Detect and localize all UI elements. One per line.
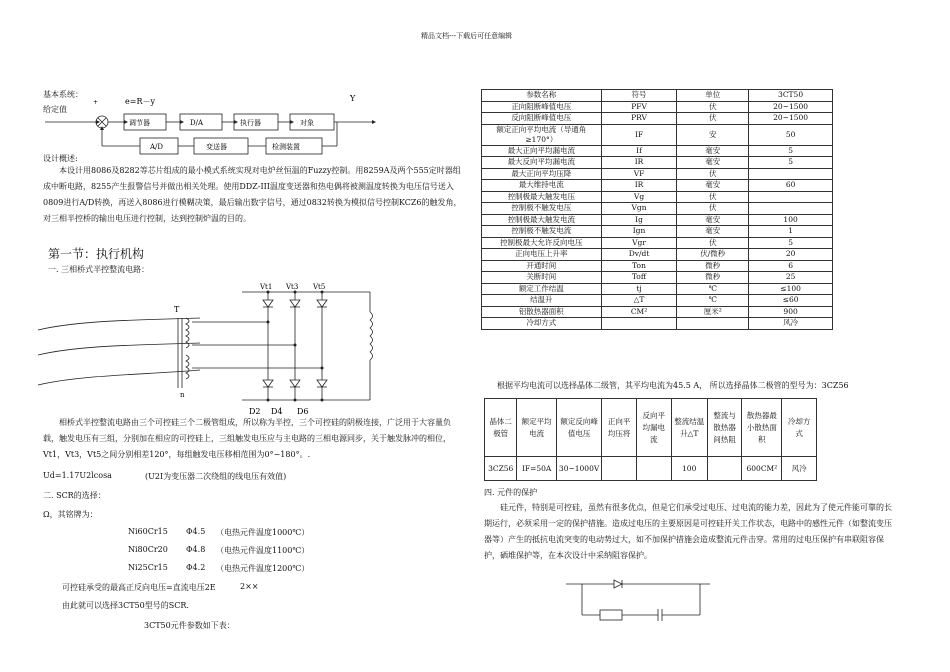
table-cell: tj bbox=[601, 283, 677, 295]
table-header-cell: 参数名称 bbox=[482, 90, 602, 102]
table-cell: 6 bbox=[749, 260, 833, 272]
table-cell: Toff bbox=[601, 272, 677, 284]
table-cell: 50 bbox=[749, 124, 833, 145]
material-name: Ni60Cr15 bbox=[128, 527, 168, 536]
subsection-2: 二. SCR的选择： bbox=[43, 491, 106, 500]
label-vt3: Vt3 bbox=[286, 283, 299, 291]
table-cell: IF bbox=[601, 124, 677, 145]
table-cell: If bbox=[601, 145, 677, 157]
ud-note: (U2I为变压器二次绕组的线电压有效值) bbox=[145, 472, 287, 481]
table-header-cell: 整流结温升△T bbox=[671, 399, 707, 457]
table-cell: 伏 bbox=[677, 237, 749, 249]
label-d2: D2 bbox=[249, 407, 261, 416]
table-header-cell: 符号 bbox=[601, 90, 677, 102]
block-ad: A/D bbox=[150, 143, 164, 151]
table-cell: 5 bbox=[749, 157, 833, 169]
table-cell: Vgr bbox=[601, 237, 677, 249]
table-caption: 3CT50元件参数如下表： bbox=[144, 621, 235, 630]
block-actuator: 执行器 bbox=[240, 119, 261, 127]
table-header-cell: 正向平均压将 bbox=[602, 399, 637, 457]
table-cell: 厘米² bbox=[677, 306, 749, 318]
table-cell: 20~1500 bbox=[749, 101, 833, 113]
material-note: （电热元件温度1200℃） bbox=[216, 564, 310, 573]
table-cell: 20~1500 bbox=[749, 113, 833, 125]
table-cell: 微秒 bbox=[677, 272, 749, 284]
material-phi: Φ4.5 bbox=[186, 527, 206, 536]
basic-system-label: 基本系统： bbox=[43, 90, 83, 99]
table-cell: 25 bbox=[749, 272, 833, 284]
table-cell: Ig bbox=[601, 214, 677, 226]
table-cell: 毫安 bbox=[677, 180, 749, 192]
table-cell: Ign bbox=[601, 226, 677, 238]
table-cell: 最大反向平均漏电流 bbox=[482, 157, 602, 169]
block-object: 对象 bbox=[300, 119, 314, 127]
table-cell: 结温升 bbox=[482, 295, 602, 307]
table-header-cell: 冷却方式 bbox=[782, 399, 817, 457]
table-cell: 100 bbox=[671, 457, 707, 481]
table-cell: Vg bbox=[601, 191, 677, 203]
table-cell: 伏 bbox=[677, 203, 749, 215]
table-cell: CM² bbox=[601, 306, 677, 318]
table-cell: 控制极最大触发电压 bbox=[482, 191, 602, 203]
table-header-cell: 晶体二极管 bbox=[485, 399, 517, 457]
table-cell: 控制极不触发电流 bbox=[482, 226, 602, 238]
table-cell: ≤100 bbox=[749, 283, 833, 295]
table-cell: Vgn bbox=[601, 203, 677, 215]
plus-sign: + bbox=[93, 99, 99, 106]
label-d4: D4 bbox=[271, 407, 283, 416]
table-cell: 铝散热器面积 bbox=[482, 306, 602, 318]
table-cell: 风冷 bbox=[782, 457, 817, 481]
table-cell: 伏 bbox=[677, 113, 749, 125]
table-header-cell: 额定平均电流 bbox=[517, 399, 557, 457]
circuit-description: 相桥式半控整流电路由三个可控硅三个二极管组成，所以称为半控，三个可控硅的阴极连接，广泛用于大容量负载，触发电压有三组，分别加在相应的可控硅上，三组触发电压应与主电路的三相电源同步，关于触发脉冲的相位，Vt1，Vt3，Vt5之间分别相差120°，每组触发电压移相范围为0°~180°。. bbox=[43, 418, 451, 459]
table-cell: 关断时间 bbox=[482, 272, 602, 284]
label-d6: D6 bbox=[297, 407, 309, 416]
label-vt1: Vt1 bbox=[260, 283, 273, 291]
ud-formula: Ud=1.17U2lcosa bbox=[43, 471, 112, 480]
block-regulator: 调节器 bbox=[129, 119, 150, 127]
table-header-cell: 散热器最小散热面积 bbox=[742, 399, 782, 457]
material-note: （电热元件温度1100℃） bbox=[216, 546, 310, 555]
table-cell: 毫安 bbox=[677, 226, 749, 238]
table-cell: 最大正向平均压降 bbox=[482, 168, 602, 180]
table-cell: 安 bbox=[677, 124, 749, 145]
setpoint-label: 给定值 bbox=[43, 105, 67, 114]
table-cell: ℃ bbox=[677, 295, 749, 307]
table-cell: ≤60 bbox=[749, 295, 833, 307]
table-cell: 开通时间 bbox=[482, 260, 602, 272]
subsection-4: 四. 元件的保护 bbox=[484, 488, 538, 497]
output-y: Y bbox=[350, 94, 356, 103]
nameplate-label: Ω，其铭牌为： bbox=[43, 510, 98, 519]
table-cell: IR bbox=[601, 180, 677, 192]
table-header-cell: 额定反向峰值电压 bbox=[556, 399, 601, 457]
table-cell: PFV bbox=[601, 101, 677, 113]
diode-selection-text: 根据平均电流可以选择晶体二级管，其平均电流为45.5 A， 所以选择晶体二极管的型号为：3CZ56 bbox=[497, 381, 849, 390]
table-cell: ℃ bbox=[677, 283, 749, 295]
table-cell: 正向电压上升率 bbox=[482, 249, 602, 261]
table-cell: 控制极最大触发电流 bbox=[482, 214, 602, 226]
page-header: 精品文档---下载后可任意编辑 bbox=[421, 32, 513, 40]
material-phi: Φ4.8 bbox=[186, 545, 206, 554]
reverse-voltage-value: 2×× bbox=[240, 582, 259, 591]
protection-text: 硅元件，特别是可控硅，虽然有很多优点，但是它们承受过电压、过电流的能力差，因此为了使元件能可靠的长期运行，必须采用一定的保护措施。造成过电压的主要原因是可控硅开关工作状态，电路中的感性元件（如整流变压器等）产生的抵抗电流突变的电动势过大，如不加保护措施会造成整流元件击穿。常用的过电压保护有串联阻容保护，硒堆保护等，在本次设计中采纳阻容保护。 bbox=[484, 503, 892, 560]
table-cell: 5 bbox=[749, 145, 833, 157]
table-header-cell: 单位 bbox=[677, 90, 749, 102]
table-cell: 反向阻断峰值电压 bbox=[482, 113, 602, 125]
table-cell: 风冷 bbox=[749, 318, 833, 330]
material-note: （电热元件温度1000℃） bbox=[216, 528, 310, 537]
table-cell: 100 bbox=[749, 214, 833, 226]
table-cell: 额定正向平均电流（导通角≥170°） bbox=[482, 124, 602, 145]
scr-choice: 由此就可以选择3CT50型号的SCR. bbox=[62, 601, 189, 610]
table-cell: 冷却方式 bbox=[482, 318, 602, 330]
table-cell: 3CZ56 bbox=[485, 457, 517, 481]
table-cell: Ton bbox=[601, 260, 677, 272]
table-header-cell: 整流与散热器间热阻 bbox=[707, 399, 742, 457]
block-detector: 检测装置 bbox=[272, 143, 300, 151]
table-cell: VF bbox=[601, 168, 677, 180]
design-overview-text: 本设计用8086及8282等芯片组成的最小模式系统实现对电炉丝恒温的Fuzzy控制。用8259A及两个555定时器组成中断电路，8255产生报警信号并做出相关处理。使用DDZ-III温度变送器和热电偶将被测温度转换为电压信号送入0809进行A/D转换，再送入8086进行模糊决策，最后输出数字信号，通过0832转换为模拟信号控制KCZ6的触发角，对三相半控桥的输出电压进行控制，达到控制炉温的目的。 bbox=[43, 166, 462, 223]
table-cell: 毫安 bbox=[677, 214, 749, 226]
table-cell: 控制极不触发电压 bbox=[482, 203, 602, 215]
material-name: Ni80Cr20 bbox=[128, 545, 168, 554]
material-name: Ni25Cr15 bbox=[128, 563, 168, 572]
table-cell: 最大维持电流 bbox=[482, 180, 602, 192]
table-cell: 伏 bbox=[677, 191, 749, 203]
table-cell: 20 bbox=[749, 249, 833, 261]
table-cell: 900 bbox=[749, 306, 833, 318]
material-phi: Φ4.2 bbox=[186, 563, 206, 572]
table-cell: 600CM² bbox=[742, 457, 782, 481]
subsection-1: 一. 三相桥式半控整流电路： bbox=[48, 265, 150, 274]
table-cell: 伏 bbox=[677, 168, 749, 180]
table-cell: Dv/dt bbox=[601, 249, 677, 261]
block-transmitter: 变送器 bbox=[206, 143, 227, 151]
table-cell: 伏 bbox=[677, 101, 749, 113]
label-vt5: Vt5 bbox=[313, 283, 326, 291]
table-cell: 正向阻断峰值电压 bbox=[482, 101, 602, 113]
table-header-cell: 反向平均漏电流 bbox=[636, 399, 671, 457]
design-overview-title: 设计概述: bbox=[43, 154, 78, 163]
table-cell: △T bbox=[601, 295, 677, 307]
table-cell: 额定工作结温 bbox=[482, 283, 602, 295]
table-cell: 伏/微秒 bbox=[677, 249, 749, 261]
table-cell: 60 bbox=[749, 180, 833, 192]
table-cell: 微秒 bbox=[677, 260, 749, 272]
table-cell: 30~1000V bbox=[556, 457, 601, 481]
label-t: T bbox=[174, 305, 180, 314]
table-header-cell: 3CT50 bbox=[749, 90, 833, 102]
table-cell: 最大正向平均漏电流 bbox=[482, 145, 602, 157]
table-cell: 毫安 bbox=[677, 145, 749, 157]
table-cell: 毫安 bbox=[677, 157, 749, 169]
reverse-voltage-text: 可控硅承受的最高正反向电压=直流电压2E bbox=[62, 583, 216, 592]
table-cell: 控制极最大允许反向电压 bbox=[482, 237, 602, 249]
table-cell: 5 bbox=[749, 237, 833, 249]
table-cell: 1 bbox=[749, 226, 833, 238]
label-n: n bbox=[180, 391, 185, 399]
error-equation: e=R－y bbox=[125, 97, 155, 106]
table-cell: PRV bbox=[601, 113, 677, 125]
block-da: D/A bbox=[190, 119, 204, 127]
table-cell: IF=50A bbox=[517, 457, 557, 481]
table-cell: IR bbox=[601, 157, 677, 169]
section-title: 第一节：执行机构 bbox=[48, 247, 145, 261]
